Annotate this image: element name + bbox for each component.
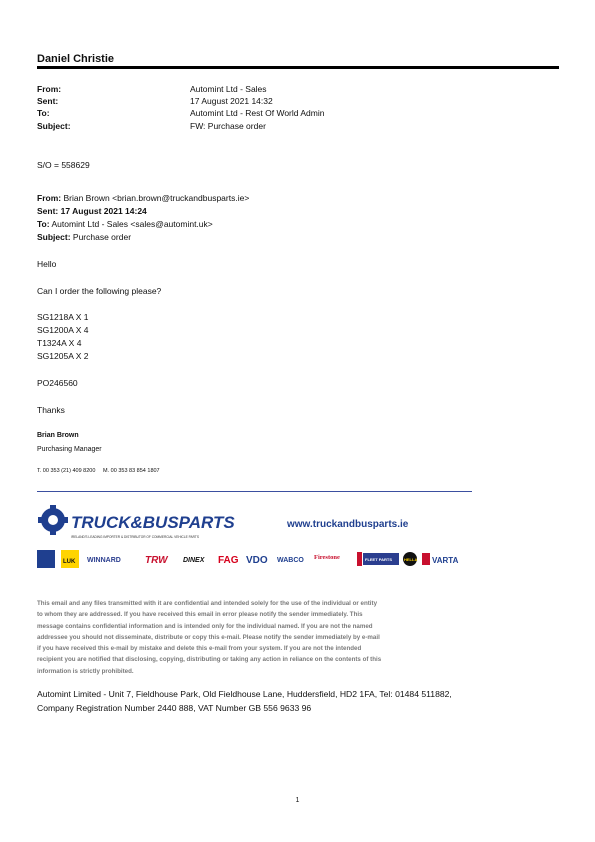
fwd-subject-value: Purchase order: [72, 232, 132, 242]
sent-label: Sent:: [37, 96, 59, 106]
to-value: Automint Ltd - Rest Of World Admin: [190, 108, 325, 118]
order-item: SG1200A X 4: [37, 325, 89, 335]
banner-logo-text: TRUCK&BUSPARTS: [71, 513, 235, 532]
sent-value: 17 August 2021 14:32: [190, 96, 273, 106]
sender-name: Daniel Christie: [37, 53, 115, 65]
order-item: SG1218A X 1: [37, 312, 89, 322]
order-item: SG1205A X 2: [37, 351, 89, 361]
banner-tagline: IRELAND'S LEADING IMPORTER & DISTRIBUTOR OF COMMERCIAL VEHICLE PARTS: [71, 535, 199, 539]
banner-url: www.truckandbusparts.ie: [287, 519, 409, 530]
brand-vdo: VDO: [246, 555, 268, 566]
brand-varta-badge: [422, 553, 430, 565]
company-footer: [37, 687, 557, 715]
banner-graphic: [37, 500, 477, 572]
brand-fag: FAG: [218, 555, 239, 566]
page-number: 1: [295, 797, 300, 804]
gear-logo-icon: [38, 505, 68, 535]
fwd-sent-label: Sent:: [37, 206, 59, 216]
signature-name: Brian Brown: [37, 432, 79, 439]
fwd-from: [37, 193, 249, 203]
company-banner[interactable]: [37, 500, 477, 572]
fwd-sent: [37, 206, 147, 216]
po-number: PO246560: [37, 378, 78, 388]
fwd-from-label: From:: [37, 193, 62, 203]
header-rule: [37, 66, 559, 69]
subject-value: FW: Purchase order: [190, 121, 266, 131]
disclaimer-line: if you have received this e-mail by mistake and delete this e-mail from your system. If you are not the intended: [37, 645, 362, 653]
request-text: Can I order the following please?: [37, 286, 162, 296]
footer-line: Automint Limited - Unit 7, Fieldhouse Park, Old Fieldhouse Lane, Huddersfield, HD2 1FA, Tel: 01484 511882,: [37, 689, 452, 699]
from-label: From:: [37, 84, 62, 94]
fwd-sent-value: 17 August 2021 14:24: [60, 206, 147, 216]
brand-red-badge: [357, 552, 362, 566]
fwd-to: [37, 219, 213, 229]
brand-luk: LUK: [63, 559, 76, 565]
signature-phones: T. 00 353 (21) 409 8200 M. 00 353 83 854 1807: [37, 468, 160, 474]
brand-trw: TRW: [145, 555, 168, 566]
disclaimer: [37, 598, 477, 677]
brand-wabco: WABCO: [277, 557, 304, 564]
fwd-subject-label: Subject:: [37, 232, 71, 242]
disclaimer-line: information is strictly prohibited.: [37, 667, 134, 675]
signature-title: Purchasing Manager: [37, 446, 102, 453]
disclaimer-line: message contains confidential information and is intended only for the individual named. If you are not the named: [37, 622, 373, 630]
brand-winnard: WINNARD: [87, 557, 121, 564]
fwd-subject: [37, 232, 131, 242]
brand-strip: [37, 550, 459, 568]
greeting: Hello: [37, 259, 57, 269]
brand-fleetparts: FLEET PARTS: [365, 557, 393, 562]
disclaimer-line: to whom they are addressed. If you have received this email in error please notify the sender immediately. This: [37, 611, 363, 619]
disclaimer-line: This email and any files transmitted with it are confidential and intended solely for the use of the individual or entity: [37, 600, 378, 607]
brand-badge-icon: [37, 550, 55, 568]
brand-firestone: Firestone: [314, 554, 340, 561]
brand-hella: HELLA: [404, 557, 418, 562]
order-item: T1324A X 4: [37, 338, 82, 348]
to-label: To:: [37, 108, 50, 118]
disclaimer-line: recipient you are notified that disclosing, copying, distributing or taking any action in reliance on the contents of this: [37, 656, 382, 664]
disclaimer-line: addressee you should not disseminate, distribute or copy this e-mail. Please notify the sender immediately by e-mail: [37, 633, 380, 641]
footer-line: Company Registration Number 2440 888, VAT Number GB 556 9633 96: [37, 703, 312, 713]
fwd-from-value[interactable]: Brian Brown <brian.brown@truckandbusparts.ie>: [63, 193, 250, 203]
brand-dinex: DINEX: [183, 557, 205, 564]
from-value: Automint Ltd - Sales: [190, 84, 267, 94]
subject-label: Subject:: [37, 121, 71, 131]
brand-varta: VARTA: [432, 556, 459, 565]
so-reference: S/O = 558629: [37, 160, 90, 170]
thanks: Thanks: [37, 405, 65, 415]
fwd-to-label: To:: [37, 219, 50, 229]
signature-separator: [37, 491, 472, 492]
fwd-to-value[interactable]: Automint Ltd - Sales <sales@automint.uk>: [51, 219, 213, 229]
